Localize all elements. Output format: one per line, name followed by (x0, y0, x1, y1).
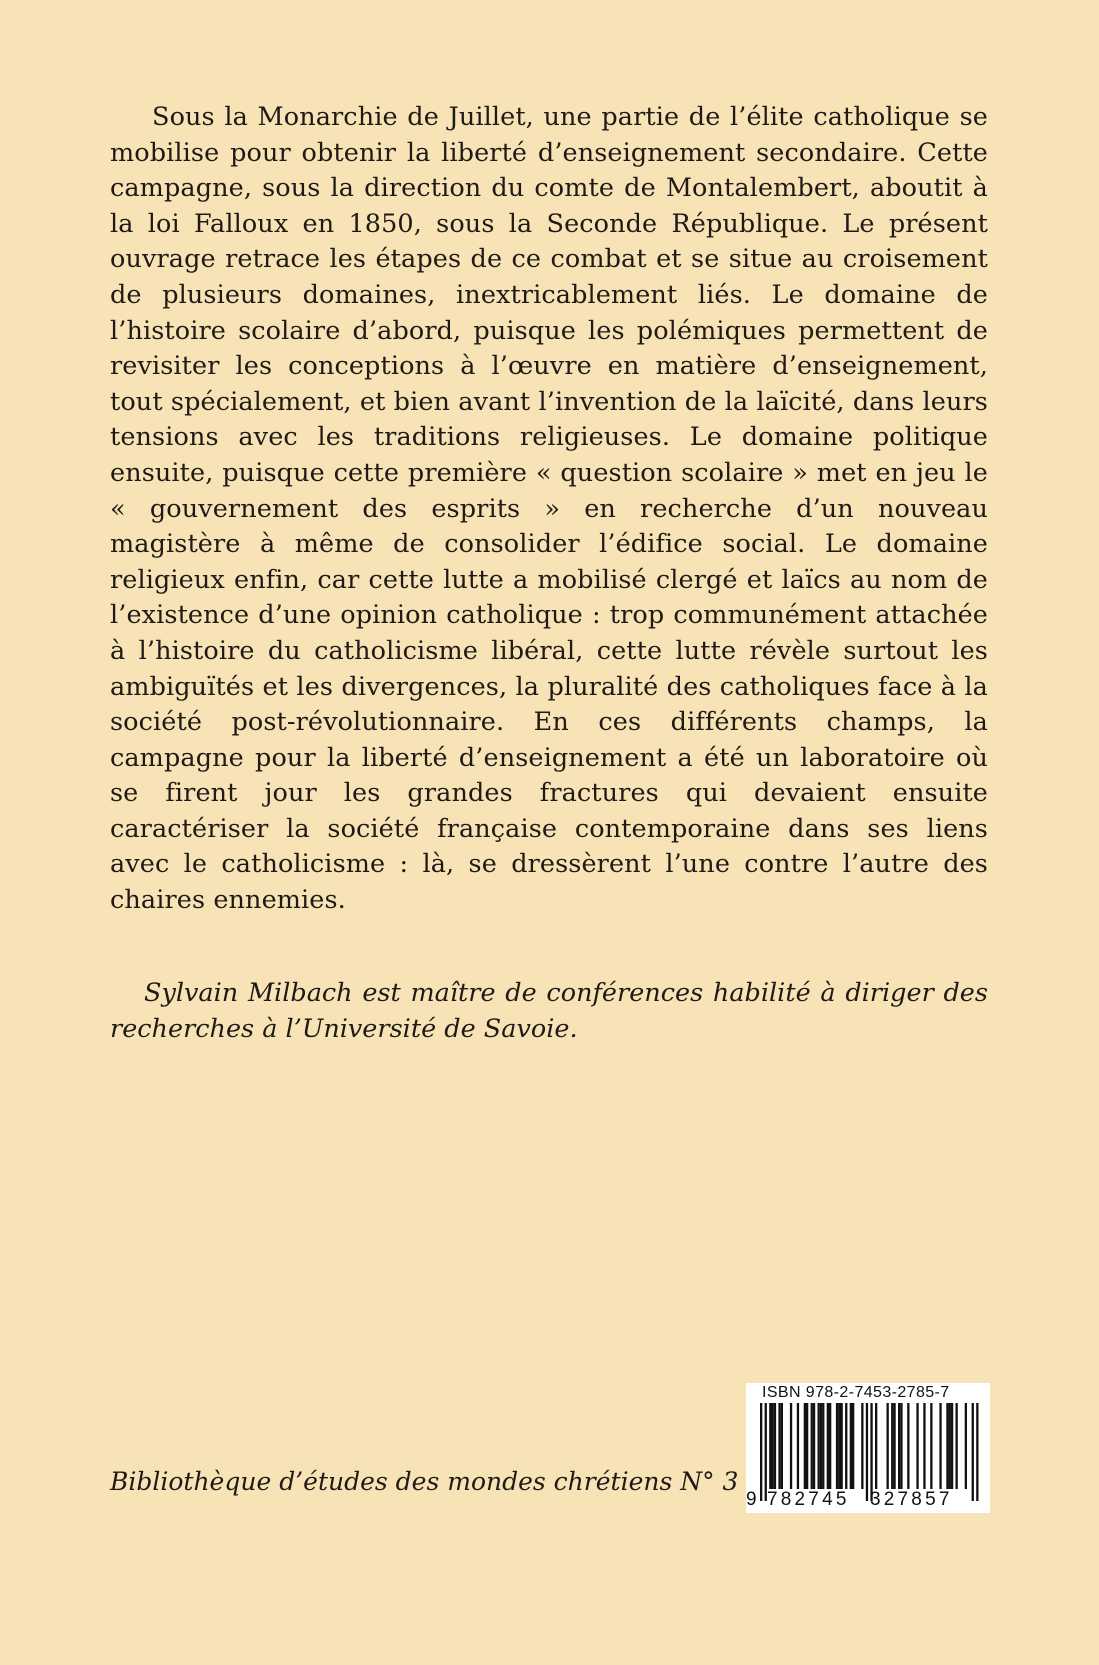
barcode-bar (790, 1403, 792, 1489)
author-note: Sylvain Milbach est maître de conférences habilité à diriger des recherches à l’Université de Savoie. (110, 978, 988, 1044)
barcode-bar (852, 1403, 854, 1489)
barcode-bar (972, 1403, 974, 1501)
isbn-label: ISBN 978-2-7453-2785-7 (762, 1384, 950, 1401)
series-title: Bibliothèque d’études des mondes chrétiens N° 3 (110, 1467, 739, 1496)
barcode-bar (893, 1403, 895, 1489)
barcode-bar (956, 1403, 958, 1489)
barcode-bar (760, 1403, 762, 1501)
barcode-bar (949, 1403, 951, 1489)
isbn-barcode (746, 1383, 990, 1513)
barcode-bar (822, 1403, 824, 1489)
barcode-bar (939, 1403, 941, 1489)
barcode-bar (870, 1403, 872, 1501)
blurb-paragraph: Sous la Monarchie de Juillet, une partie de l’élite catholique se mobilise pour obtenir la liberté d’enseignement secondaire. Cette campagne, sous la direction du comte de Montalembert, aboutit à la loi Falloux en 1850, sous la Seconde République. Le présent ouvrage retrace les étapes de ce combat et se situe au croisement de plusieurs domaines, inextricablement liés. Le domaine de l’histoire scolaire d’abord, puisque les polémiques permettent de revisiter les conceptions à l’œuvre en matière d’enseignement, tout spécialement, et bien avant l’invention de la laïcité, dans leurs tensions avec les traditions religieuses. Le domaine politique ensuite, puisque cette première « question scolaire » met en jeu le « gouvernement des esprits » en recherche d’un nouveau magistère à même de consolider l’édifice social. Le domaine religieux enfin, car cette lutte a mobilisé clergé et laïcs au nom de l’existence d’une opinion catholique : trop communément attachée à l’histoire du catholicisme libéral, cette lutte révèle surtout les ambiguïtés et les divergences, la pluralité des catholiques face à la société post-révolutionnaire. En ces différents champs, la campagne pour la liberté d’enseignement a été un laboratoire où se firent jour les grandes fractures qui devaient ensuite caractériser la société française contemporaine dans ses liens avec le catholicisme : là, se dressèrent l’une contre l’autre des chaires ennemies. (110, 102, 988, 916)
barcode-bar (898, 1403, 900, 1489)
barcode-bar (813, 1403, 815, 1489)
barcode-bar (838, 1403, 840, 1489)
barcode-bar (827, 1403, 829, 1489)
barcode-bar (778, 1403, 780, 1489)
barcode-bar (916, 1403, 918, 1489)
barcode-bar (891, 1403, 893, 1489)
isbn-left-digits: 782745 (767, 1489, 850, 1510)
barcode-bar (965, 1403, 967, 1489)
barcode-bar (951, 1403, 953, 1489)
barcode-bar (769, 1403, 771, 1489)
barcode-bar (820, 1403, 822, 1489)
barcode-bar (818, 1403, 820, 1489)
barcode-bar (900, 1403, 902, 1489)
isbn-right-digits: 327857 (870, 1489, 953, 1510)
barcode-bar (866, 1403, 868, 1501)
barcode-bar (850, 1403, 852, 1489)
barcode-bar (781, 1403, 783, 1489)
barcode-bar (887, 1403, 889, 1489)
barcode-bar (930, 1403, 932, 1489)
barcode-bar (804, 1403, 806, 1489)
barcode-bar (829, 1403, 831, 1489)
barcode-bar (861, 1403, 863, 1489)
barcode-bar (845, 1403, 847, 1489)
barcode-bar (772, 1403, 774, 1489)
barcode-bar (797, 1403, 799, 1489)
barcode-bar (811, 1403, 813, 1489)
barcode-bar (836, 1403, 838, 1489)
barcode-bar (923, 1403, 925, 1489)
barcode-bar (976, 1403, 978, 1501)
barcode-bar (774, 1403, 776, 1489)
barcode-bar (907, 1403, 909, 1489)
barcode-bar (875, 1403, 877, 1489)
barcode-bar (806, 1403, 808, 1489)
barcode-bar (765, 1403, 767, 1501)
barcode-bar (841, 1403, 843, 1489)
isbn-first-digit: 9 (746, 1489, 757, 1510)
barcode-bar (946, 1403, 948, 1489)
